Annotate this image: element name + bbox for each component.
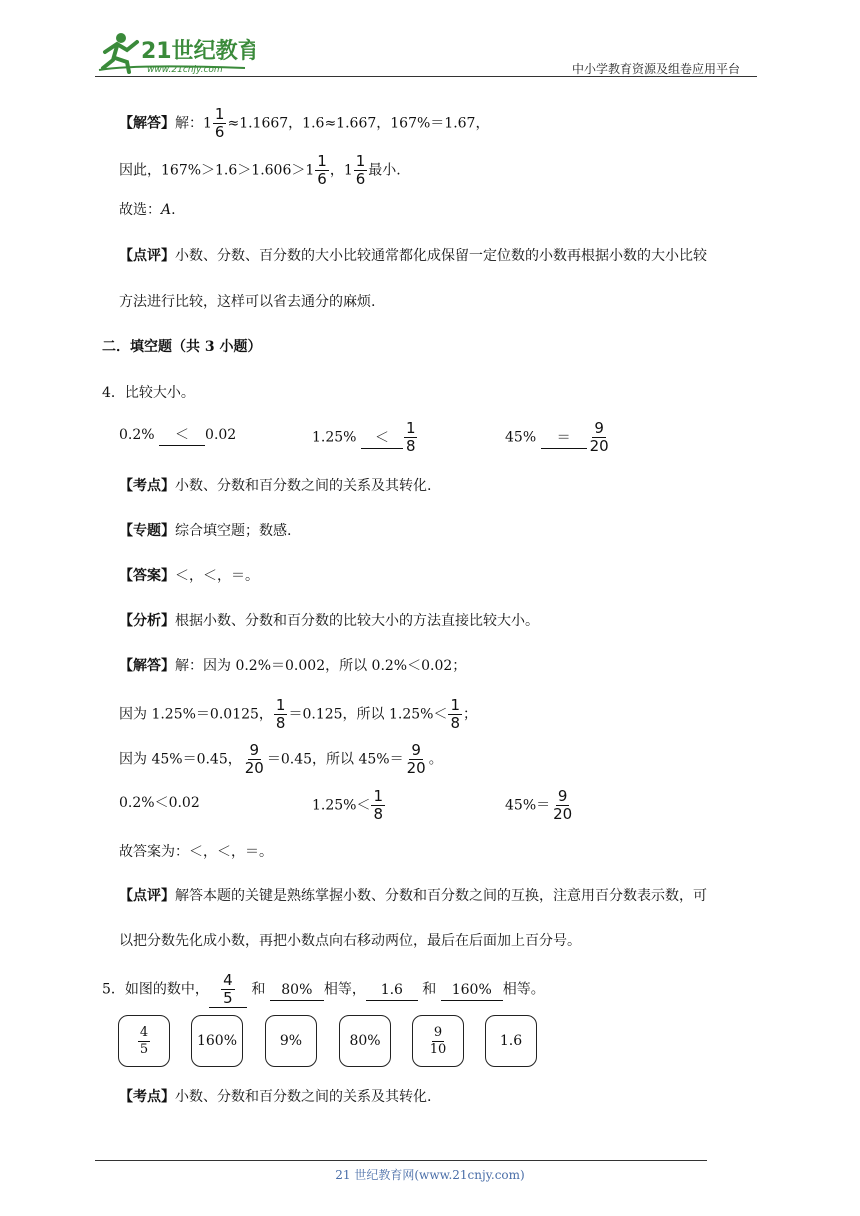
answer-blank: ＜ <box>361 428 403 449</box>
fraction: $\frac{9}{20}$ <box>589 419 609 455</box>
q3-review-line2: 方法进行比较，这样可以省去通分的麻烦. <box>119 294 376 310</box>
number-card <box>118 1015 170 1067</box>
platform-name: 中小学教育资源及组卷应用平台 <box>572 62 741 76</box>
number-card: 9% <box>265 1015 317 1067</box>
q4-analysis: 【分析】根据小数、分数和百分数的比较大小的方法直接比较大小。 <box>119 613 539 629</box>
q4-summary-1: 0.2%＜0.02 <box>119 795 200 811</box>
logo-url: www.21cnjy.com <box>147 65 223 75</box>
answer-blank: 1.6 <box>366 980 418 1001</box>
fraction: $\frac{9}{20}$ <box>553 787 573 823</box>
q4-compare-1: 0.2% ＜ 0.02 <box>119 425 236 446</box>
number-card: 160% <box>191 1015 243 1067</box>
footer-divider <box>95 1160 707 1161</box>
number-card <box>412 1015 464 1067</box>
number-card: 80% <box>339 1015 391 1067</box>
q4-solution-line2: 因为 1.25%＝0.0125， $\frac{1}{8}$ ＝0.125，所以 1.25%＜ $\frac{1}{8}$ ； <box>119 696 478 732</box>
q4-compare-3: 45% ＝ $\frac{9}{20}$ <box>505 419 609 455</box>
q4-kaodian: 【考点】小数、分数和百分数之间的关系及其转化. <box>119 478 432 494</box>
q3-solution-line2: 因此，167%＞1.6＞1.606＞1 $\frac{1}{6}$ ，1 $\frac{1}{6}$ 最小. <box>119 152 401 188</box>
q5-question: 5．如图的数中， $\frac{4}{5}$ 和 80% 相等， 1.6 和 160% 相等。 <box>102 971 545 1007</box>
q4-review-line2: 以把分数先化成小数，再把小数点向右移动两位，最后在后面加上百分号。 <box>119 933 581 949</box>
fraction: $\frac{9}{20}$ <box>244 741 264 777</box>
fraction: $\frac{1}{8}$ <box>450 696 461 732</box>
q4-zhuanti: 【专题】综合填空题；数感. <box>119 523 292 539</box>
fraction: $\frac{1}{8}$ <box>405 419 416 455</box>
q4-solution-line1: 【解答】解：因为 0.2%＝0.002，所以 0.2%＜0.02； <box>119 658 467 674</box>
fraction: $\frac{1}{6}$ <box>317 152 327 188</box>
q4-answer: 【答案】＜，＜，＝。 <box>119 568 259 584</box>
q4-summary-2: 1.25%＜ $\frac{1}{8}$ <box>312 787 384 823</box>
q4-compare-2: 1.25% ＜ $\frac{1}{8}$ <box>312 419 416 455</box>
fraction: $\frac{9}{10}$ <box>429 1024 447 1057</box>
q3-choice: 故选：A. <box>119 202 176 218</box>
fraction: $\frac{1}{8}$ <box>373 787 384 823</box>
answer-blank: ＝ <box>541 428 587 449</box>
q5-kaodian: 【考点】小数、分数和百分数之间的关系及其转化. <box>119 1089 432 1105</box>
answer-blank <box>209 972 247 1008</box>
runner-logo-icon <box>95 30 255 76</box>
footer-text: 21 世纪教育网(www.21cnjy.com) <box>335 1168 525 1182</box>
number-card: 1.6 <box>485 1015 537 1067</box>
answer-blank: 160% <box>441 980 503 1001</box>
q3-solution-line1: 【解答】解：1 $\frac{1}{6}$ ≈1.1667，1.6≈1.667，167%＝1.67， <box>119 105 490 141</box>
logo-text: 21世纪教育 <box>141 39 255 64</box>
q4-summary-3: 45%＝ $\frac{9}{20}$ <box>505 787 573 823</box>
fraction: $\frac{1}{6}$ <box>214 105 225 141</box>
q4-solution-line3: 因为 45%＝0.45， $\frac{9}{20}$ ＝0.45，所以 45%＝ $\frac{9}{20}$ 。 <box>119 741 443 777</box>
q4-title: 4．比较大小。 <box>102 385 195 401</box>
q4-final-answer: 故答案为：＜，＜，＝。 <box>119 844 273 860</box>
solution-label: 【解答】 <box>119 115 175 132</box>
section-title: 二．填空题（共 3 小题） <box>102 339 262 355</box>
answer-blank: ＜ <box>159 425 205 446</box>
answer-blank: 80% <box>270 980 324 1001</box>
q3-review-line1: 【点评】小数、分数、百分数的大小比较通常都化成保留一定位数的小数再根据小数的大小比较 <box>119 248 707 264</box>
q4-review-line1: 【点评】解答本题的关键是熟练掌握小数、分数和百分数之间的互换，注意用百分数表示数，可 <box>119 888 707 904</box>
header-divider <box>95 76 757 77</box>
site-logo <box>95 30 255 76</box>
fraction: $\frac{4}{5}$ <box>139 1024 149 1057</box>
fraction: $\frac{9}{20}$ <box>406 741 426 777</box>
fraction: $\frac{4}{5}$ <box>223 971 233 1007</box>
fraction: $\frac{1}{6}$ <box>355 152 366 188</box>
fraction: $\frac{1}{8}$ <box>275 696 286 732</box>
